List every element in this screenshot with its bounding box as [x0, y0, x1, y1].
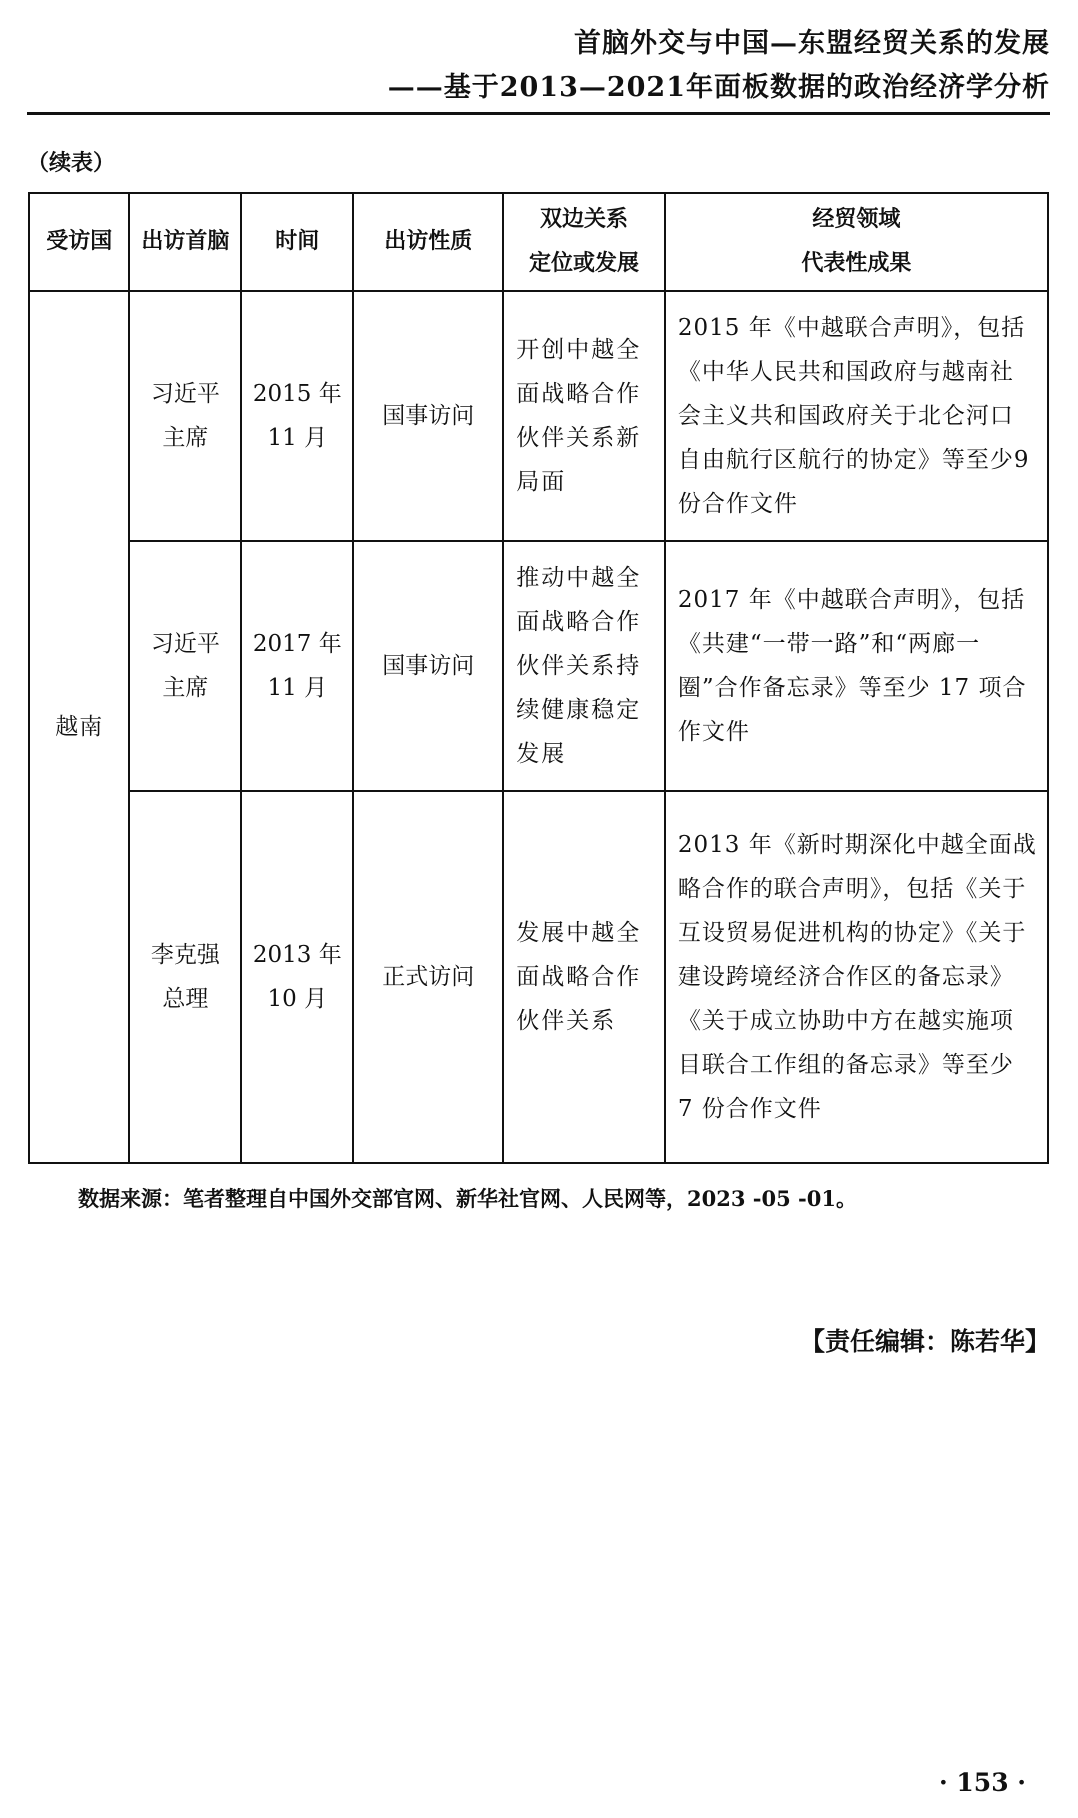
- cell-leader: 李克强 总理: [129, 791, 241, 1163]
- running-header: [27, 22, 1050, 110]
- cell-nature: 国事访问: [353, 541, 503, 791]
- cell-time: 2013 年 10 月: [241, 791, 353, 1163]
- column-header-achievement: 经贸领域 代表性成果: [665, 193, 1048, 291]
- cell-relation: 开创中越全面战略合作伙伴关系新局面: [503, 291, 665, 541]
- running-header-subtitle: ——基于2013—2021年面板数据的政治经济学分析: [387, 72, 1050, 103]
- table-header-row: [29, 193, 1048, 291]
- column-header-time: 时间: [241, 193, 353, 291]
- cell-nature: 正式访问: [353, 791, 503, 1163]
- column-header-leader: 出访首脑: [129, 193, 241, 291]
- table-row: [29, 541, 1048, 791]
- cell-time: 2017 年 11 月: [241, 541, 353, 791]
- responsible-editor: 【责任编辑：陈若华】: [799, 1327, 1050, 1356]
- cell-achievement: 2013 年《新时期深化中越全面战略合作的联合声明》，包括《关于互设贸易促进机构的协定》《关于建设跨境经济合作区的备忘录》《关于成立协助中方在越实施项目联合工作组的备忘录》等至少 7 份合作文件: [665, 791, 1048, 1163]
- table-row: [29, 791, 1048, 1163]
- cell-achievement: 2015 年《中越联合声明》，包括《中华人民共和国政府与越南社会主义共和国政府关于北仑河口自由航行区航行的协定》等至少9 份合作文件: [665, 291, 1048, 541]
- cell-achievement: 2017 年《中越联合声明》，包括《共建“一带一路”和“两廊一圈”合作备忘录》等至少 17 项合作文件: [665, 541, 1048, 791]
- cell-nature: 国事访问: [353, 291, 503, 541]
- data-source-note: 数据来源：笔者整理自中国外交部官网、新华社官网、人民网等，2023 -05 -01。: [78, 1186, 857, 1211]
- cell-leader: 习近平 主席: [129, 291, 241, 541]
- header-rule: [27, 112, 1050, 115]
- table-continued-note: （续表）: [27, 150, 116, 176]
- visits-table: [28, 192, 1049, 1164]
- column-header-nature: 出访性质: [353, 193, 503, 291]
- cell-relation: 发展中越全面战略合作伙伴关系: [503, 791, 665, 1163]
- column-header-relation: 双边关系 定位或发展: [503, 193, 665, 291]
- column-header-country: 受访国: [29, 193, 129, 291]
- table-row: [29, 291, 1048, 541]
- cell-leader: 习近平 主席: [129, 541, 241, 791]
- cell-time: 2015 年 11 月: [241, 291, 353, 541]
- cell-country: 越南: [29, 291, 129, 1163]
- running-header-title: 首脑外交与中国—东盟经贸关系的发展: [574, 28, 1050, 59]
- page-number: · 153 ·: [939, 1768, 1026, 1797]
- cell-relation: 推动中越全面战略合作伙伴关系持续健康稳定发展: [503, 541, 665, 791]
